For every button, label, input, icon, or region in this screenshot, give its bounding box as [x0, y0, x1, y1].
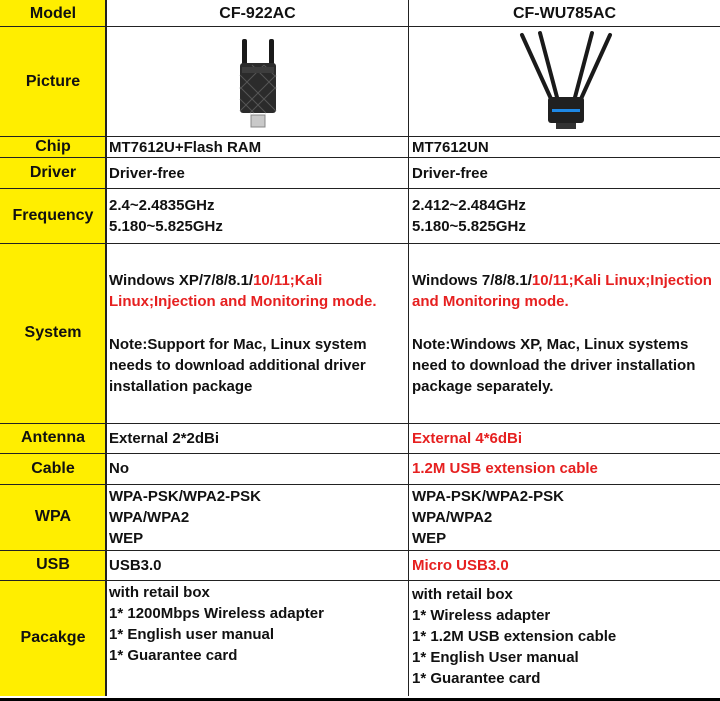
- picture-label: Picture: [0, 27, 106, 136]
- chip-value: MT7612U+Flash RAM: [109, 138, 262, 156]
- driver-model-1: [106, 158, 409, 188]
- antenna-value: External 2*2dBi: [109, 429, 220, 447]
- driver-row: [0, 158, 720, 188]
- model-2-picture: [409, 27, 720, 136]
- package-item: 1* English user manual: [109, 626, 275, 643]
- chip-model-2: [409, 136, 720, 158]
- frequency-model-1: [106, 188, 409, 243]
- usb-adapter-4-antenna-image: [412, 27, 720, 136]
- antenna-model-1: [106, 423, 409, 453]
- cable-model-2: [409, 453, 720, 484]
- model-1-name: CF-922AC: [106, 0, 409, 27]
- row-divider: [0, 484, 720, 485]
- wpa-mode: WPA/WPA2: [109, 508, 190, 526]
- wpa-mode: WEP: [109, 529, 144, 547]
- package-model-1: [106, 580, 409, 696]
- column-divider: [105, 0, 107, 696]
- wpa-model-2: [409, 484, 720, 550]
- usb-adapter-2-antenna-image: [109, 27, 409, 136]
- package-item: 1* English User manual: [412, 649, 579, 666]
- row-divider: [0, 243, 720, 244]
- system-note: Note:Windows XP, Mac, Linux systems need to download the driver installation package separately.: [412, 335, 696, 395]
- cable-label: Cable: [0, 453, 106, 484]
- package-item: 1* 1.2M USB extension cable: [412, 628, 617, 645]
- driver-value: Driver-free: [412, 164, 488, 182]
- row-divider: [0, 26, 720, 27]
- antenna-row: [0, 423, 720, 453]
- usb-value: USB3.0: [109, 556, 162, 574]
- frequency-model-2: [409, 188, 720, 243]
- antenna-model-2: [409, 423, 720, 453]
- package-model-2: [409, 580, 720, 696]
- model-2-name: CF-WU785AC: [409, 0, 720, 27]
- supported-os: [109, 270, 405, 312]
- os-list-highlight: 10/11;Kali Linux;Injection and Monitoring mode.: [412, 271, 712, 310]
- picture-row: [0, 27, 720, 136]
- header-row: [0, 0, 720, 27]
- chip-row: [0, 136, 720, 158]
- wpa-row: [0, 484, 720, 550]
- cable-value: No: [109, 460, 129, 477]
- supported-os: [412, 270, 716, 312]
- wpa-model-1: [106, 484, 409, 550]
- frequency-band-2g: 2.4~2.4835GHz: [109, 196, 215, 214]
- row-divider: [0, 136, 720, 137]
- driver-label: Driver: [0, 158, 106, 188]
- package-item: 1* Guarantee card: [412, 670, 541, 687]
- frequency-band-5g: 5.180~5.825GHz: [109, 217, 223, 235]
- package-row: [0, 580, 720, 696]
- driver-value: Driver-free: [109, 164, 185, 182]
- wpa-label: WPA: [0, 484, 106, 550]
- driver-model-2: [409, 158, 720, 188]
- package-item: 1* Guarantee card: [109, 647, 238, 664]
- wpa-mode: WPA/WPA2: [412, 508, 493, 526]
- package-item: 1* Wireless adapter: [412, 607, 551, 624]
- os-list: Windows 7/8/8.1/: [412, 271, 532, 289]
- frequency-label: Frequency: [0, 188, 106, 243]
- chip-model-1: [106, 136, 409, 158]
- frequency-row: [0, 188, 720, 243]
- antenna-value: External 4*6dBi: [412, 429, 523, 447]
- os-list: Windows XP/7/8/8.1/: [109, 271, 254, 289]
- column-divider: [408, 0, 409, 696]
- system-model-1: [106, 243, 409, 423]
- model-1-picture: [106, 27, 409, 136]
- row-divider: [0, 580, 720, 581]
- chip-label: Chip: [0, 136, 106, 158]
- wpa-mode: WEP: [412, 529, 447, 547]
- frequency-band-2g: 2.412~2.484GHz: [412, 196, 526, 214]
- cable-value: 1.2M USB extension cable: [412, 460, 598, 477]
- antenna-label: Antenna: [0, 423, 106, 453]
- system-note: Note:Support for Mac, Linux system needs to download additional driver installation package: [109, 335, 367, 395]
- row-divider: [0, 157, 720, 158]
- chip-value: MT7612UN: [412, 138, 489, 156]
- wpa-mode: WPA-PSK/WPA2-PSK: [109, 487, 261, 505]
- usb-label: USB: [0, 550, 106, 580]
- usb-value: Micro USB3.0: [412, 556, 509, 574]
- package-item: with retail box: [109, 584, 210, 601]
- cable-row: [0, 453, 720, 484]
- usb-model-2: [409, 550, 720, 580]
- cable-model-1: [106, 453, 409, 484]
- row-divider: [0, 550, 720, 551]
- usb-model-1: [106, 550, 409, 580]
- system-row: [0, 243, 720, 423]
- package-item: with retail box: [412, 586, 513, 603]
- row-divider: [0, 453, 720, 454]
- row-divider: [0, 423, 720, 424]
- model-label: Model: [0, 0, 106, 27]
- system-model-2: [409, 243, 720, 423]
- system-label: System: [0, 243, 106, 423]
- os-list-highlight: 10/11;Kali Linux;Injection and Monitoring mode.: [109, 271, 377, 310]
- package-label: Pacakge: [0, 580, 106, 696]
- row-divider: [0, 188, 720, 189]
- usb-row: [0, 550, 720, 580]
- wpa-mode: WPA-PSK/WPA2-PSK: [412, 487, 564, 505]
- package-item: 1* 1200Mbps Wireless adapter: [109, 605, 324, 622]
- frequency-band-5g: 5.180~5.825GHz: [412, 217, 526, 235]
